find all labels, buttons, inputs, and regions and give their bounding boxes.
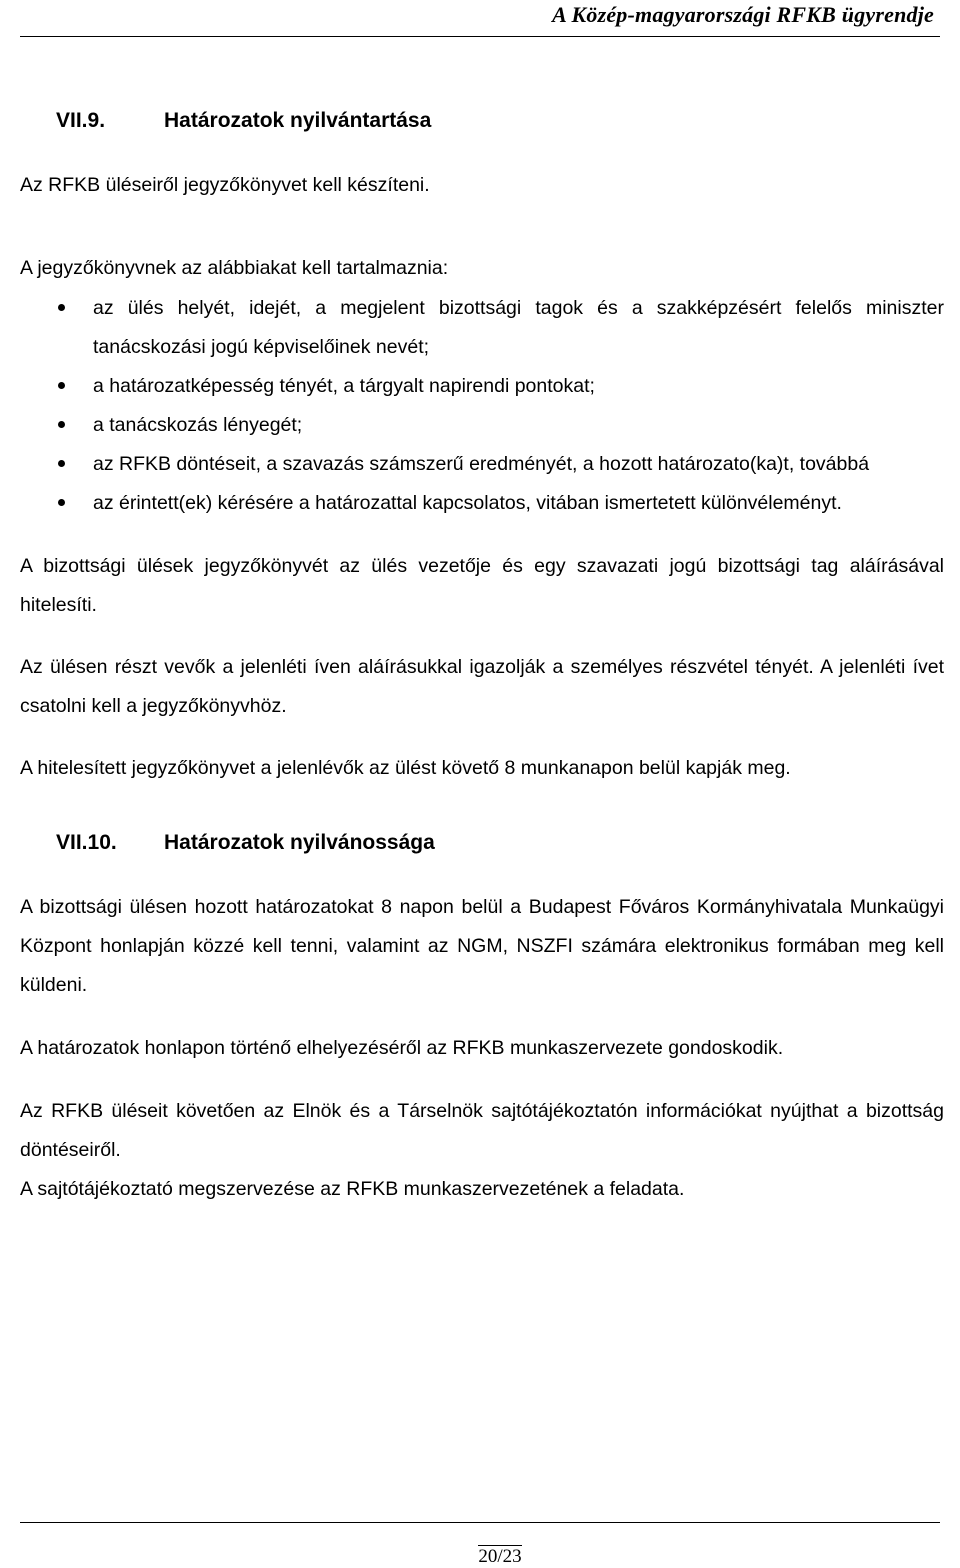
paragraph: Az RFKB üléseiről jegyzőkönyvet kell készíteni. — [20, 174, 430, 196]
section-number: VII.9. — [56, 109, 106, 132]
paragraph: Az ülésen részt vevők a jelenléti íven aláírásukkal igazolják a személyes részvétel tényét. A jelenléti ívet csatolni kell a jegyzőkönyvhöz. — [20, 656, 944, 717]
section-title: Határozatok nyilvánossága — [164, 831, 435, 854]
paragraph: A bizottsági ülések jegyzőkönyvét az ülés vezetője és egy szavazati jogú bizottsági tag aláírásával hitelesíti. — [20, 555, 944, 616]
list-item: a tanácskozás lényegét; — [20, 406, 944, 445]
document-title: A Közép-magyarországi RFKB ügyrendje — [552, 2, 934, 27]
paragraph: A határozatok honlapon történő elhelyezéséről az RFKB munkaszervezete gondoskodik. — [20, 1037, 784, 1059]
section-number: VII.10. — [56, 831, 117, 854]
bullet-icon — [58, 460, 65, 467]
section-heading-vii10 — [20, 823, 944, 863]
list-item: a határozatképesség tényét, a tárgyalt napirendi pontokat; — [20, 367, 944, 406]
requirements-list — [20, 289, 944, 523]
paragraph: A bizottsági ülésen hozott határozatokat 8 napon belül a Budapest Főváros Kormányhivatala Munkaügyi Központ honlapján közzé kell tenni, valamint az NGM, NSZFI számára elektronikus formában meg kell küldeni. — [20, 896, 944, 996]
bullet-icon — [58, 304, 65, 311]
page-content — [20, 100, 944, 1209]
list-item: az ülés helyét, idejét, a megjelent bizottsági tagok és a szakképzésért felelős miniszter tanácskozási jogú képviselőinek nevét; — [20, 289, 944, 367]
paragraph: A sajtótájékoztató megszervezése az RFKB munkaszervezetének a feladata. — [20, 1178, 685, 1200]
paragraph: Az RFKB üléseit követően az Elnök és a Társelnök sajtótájékoztatón információkat nyújthat a bizottság döntéseiről. — [20, 1100, 944, 1161]
section-title: Határozatok nyilvántartása — [164, 109, 432, 132]
page-header — [20, 0, 940, 37]
footer-rule — [20, 1522, 940, 1523]
list-item: az érintett(ek) kérésére a határozattal kapcsolatos, vitában ismertetett különvéleményt. — [20, 484, 944, 523]
bullet-icon — [58, 499, 65, 506]
paragraph: A hitelesített jegyzőkönyvet a jelenlévők az ülést követő 8 munkanapon belül kapják meg. — [20, 757, 791, 779]
list-item: az RFKB döntéseit, a szavazás számszerű eredményét, a hozott határozato(ka)t, továbbá — [20, 445, 944, 484]
list-intro: A jegyzőkönyvnek az alábbiakat kell tartalmaznia: — [20, 257, 449, 279]
section-heading-vii9 — [20, 101, 944, 141]
bullet-icon — [58, 421, 65, 428]
page-number: 20/23 — [478, 1546, 522, 1567]
bullet-icon — [58, 382, 65, 389]
